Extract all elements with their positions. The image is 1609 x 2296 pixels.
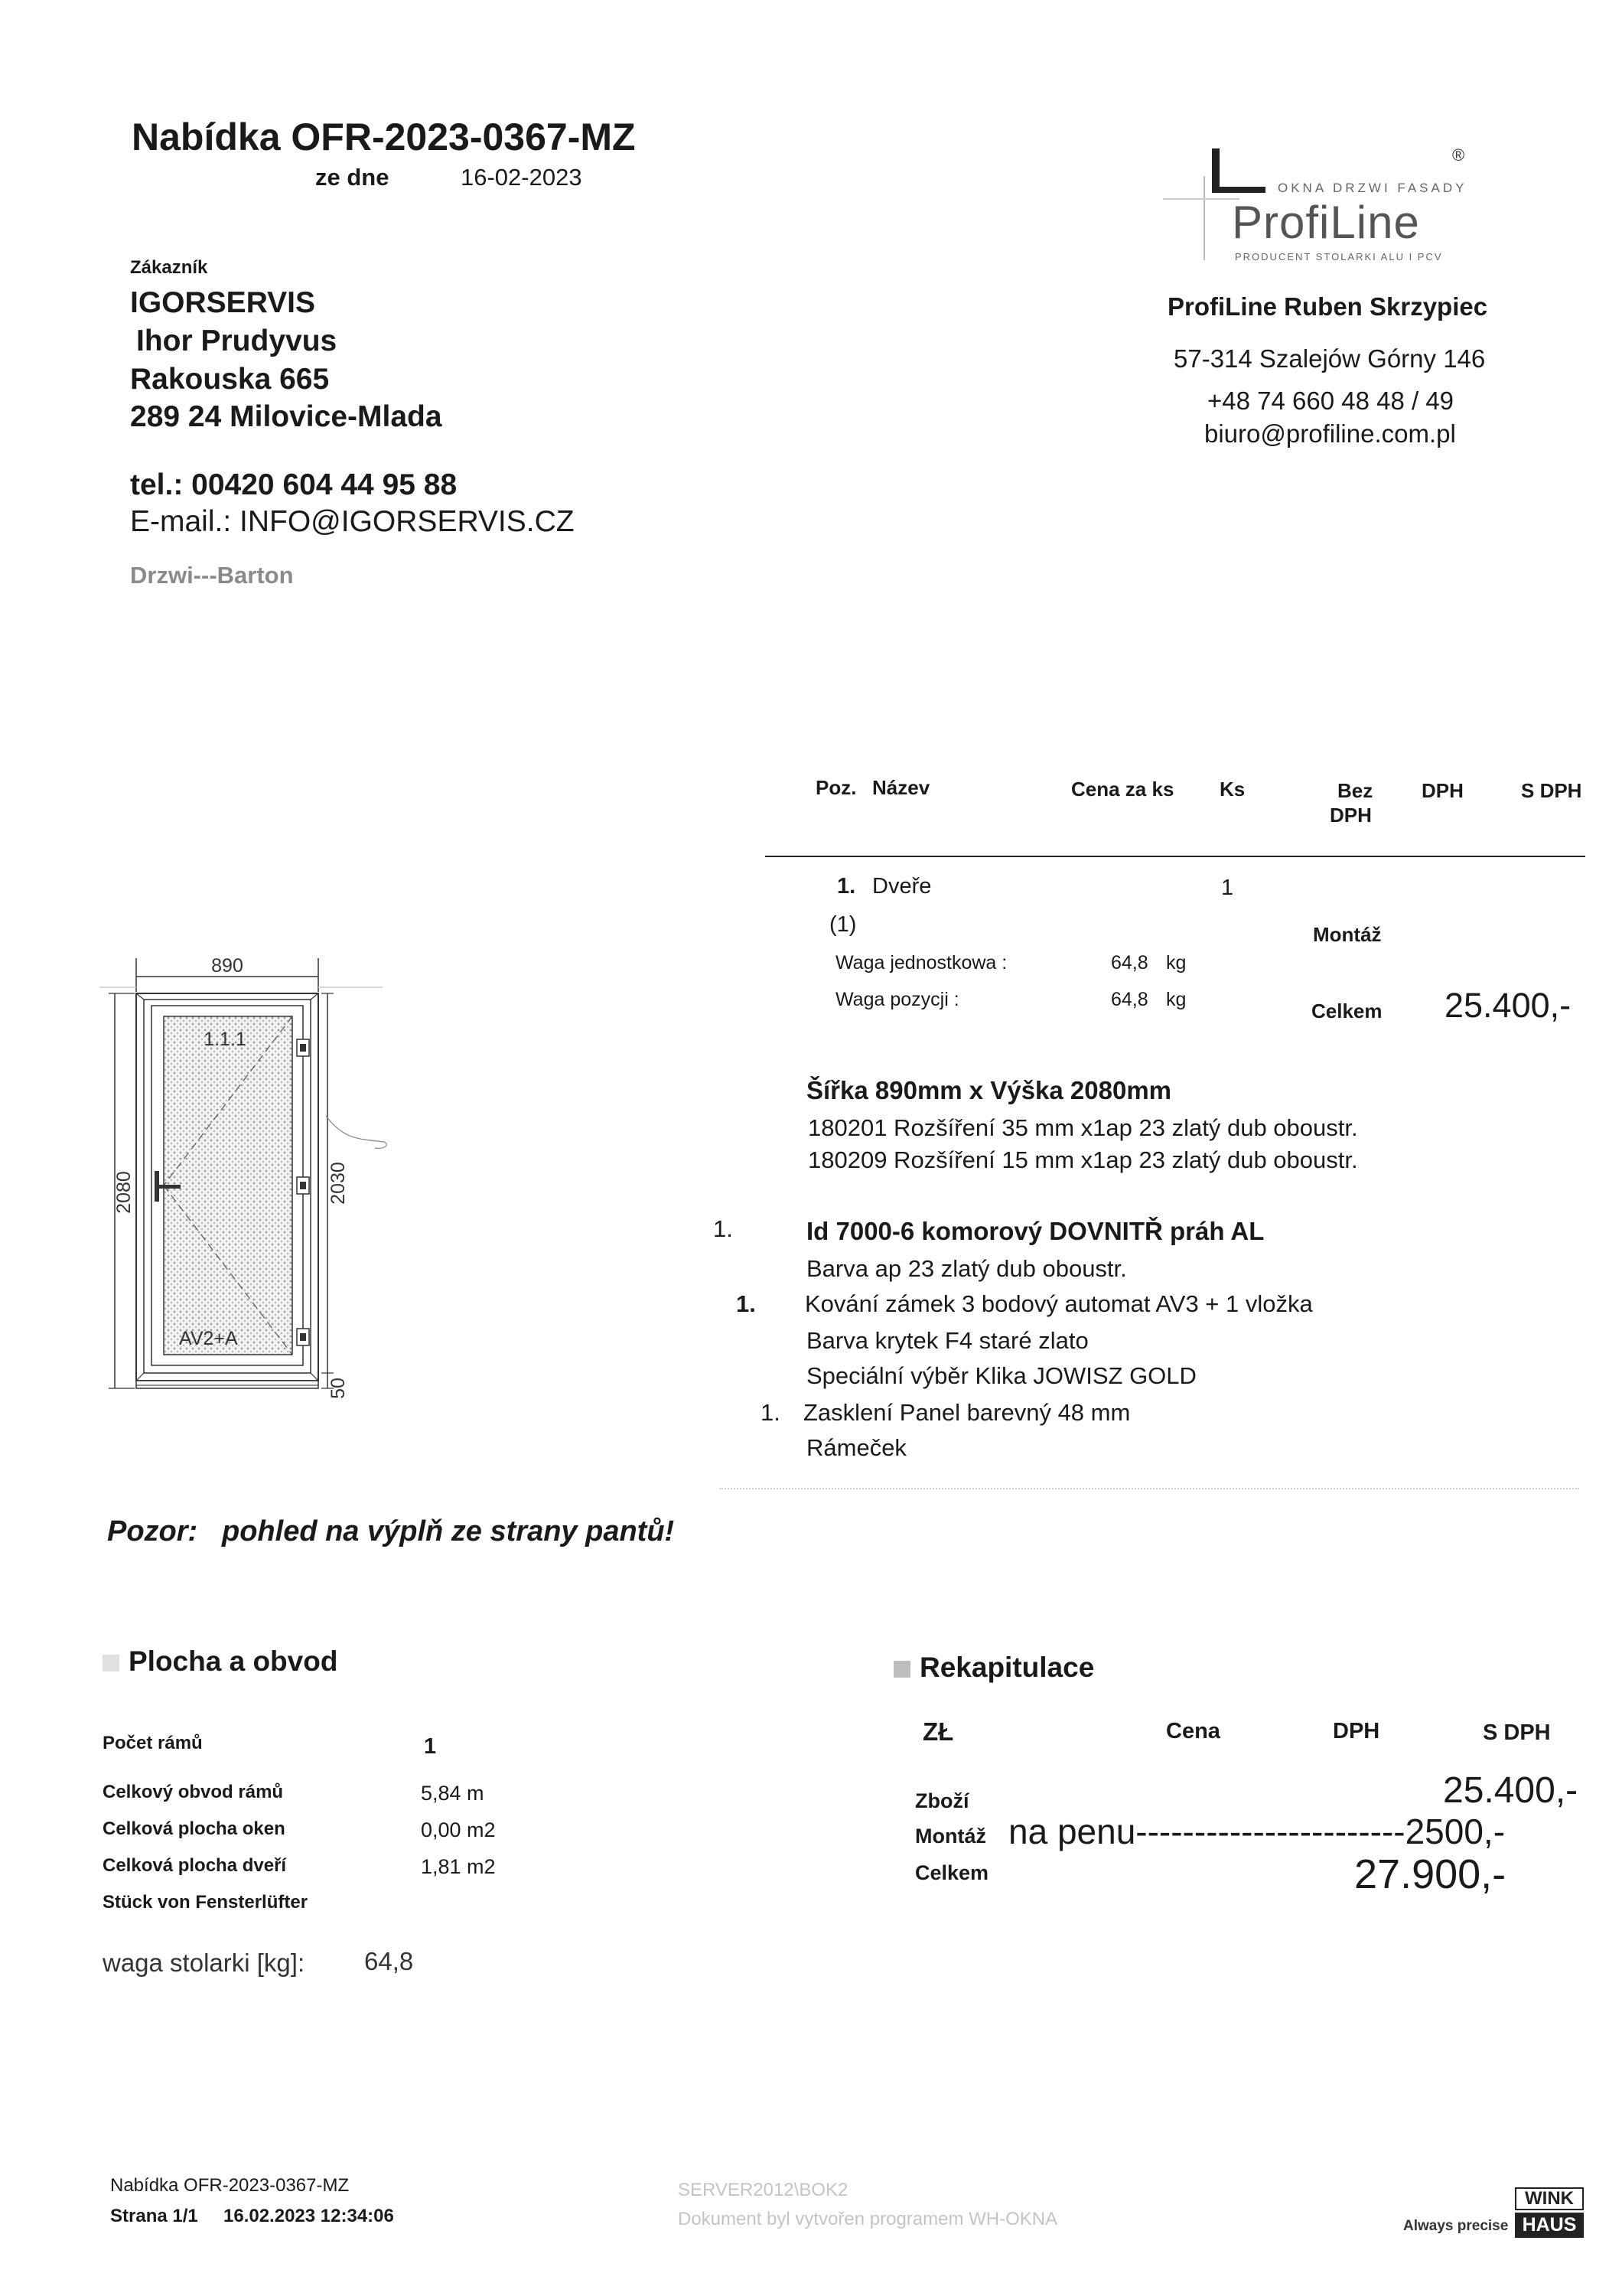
spec-cover-color: Barva krytek F4 staré zlato	[806, 1327, 1089, 1354]
recap-zbozi-label: Zboží	[915, 1789, 969, 1812]
logo-tagline: OKNA DRZWI FASADY	[1278, 181, 1467, 195]
spec-special: Speciální výběr Klika JOWISZ GOLD	[806, 1362, 1197, 1389]
customer-note: Drzwi---Barton	[130, 562, 294, 589]
weight-unit-kg: kg	[1166, 952, 1187, 974]
weight-unit-value: 64,8	[1111, 952, 1148, 974]
field-label: 1.1.1	[204, 1029, 246, 1050]
col-bez-dph-2: DPH	[1330, 804, 1372, 827]
footer-datetime: 16.02.2023 12:34:06	[223, 2206, 394, 2226]
logo-bottom-text: HAUS	[1515, 2213, 1584, 2238]
door-drawing-svg	[99, 949, 390, 1408]
registered-mark: ®	[1452, 145, 1465, 165]
customer-label: Zákazník	[130, 257, 208, 278]
spec-profile-num: 1.	[713, 1215, 733, 1242]
table-header-rule	[765, 856, 1585, 857]
spec-hardware: Kování zámek 3 bodový automat AV3 + 1 vložka	[805, 1290, 1313, 1317]
item-qty: 1	[1221, 876, 1234, 900]
area-row-label: Celková plocha oken	[103, 1818, 285, 1839]
area-row-value: 1,81 m2	[421, 1855, 496, 1878]
customer-email: E-mail.: INFO@IGORSERVIS.CZ	[130, 505, 575, 538]
col-s-dph: S DPH	[1521, 779, 1582, 802]
col-dph: DPH	[1422, 779, 1464, 802]
logo-top-text: WINK	[1515, 2187, 1584, 2210]
weight-unit-label: Waga jednostkowa :	[835, 952, 1008, 974]
recap-col-s-dph: S DPH	[1483, 1720, 1551, 1745]
spec-profile: Id 7000-6 komorový DOVNITŘ práh AL	[806, 1217, 1265, 1245]
recap-col-cena: Cena	[1166, 1719, 1220, 1743]
offer-title: Nabídka OFR-2023-0367-MZ	[132, 116, 636, 158]
spec-size: Šířka 890mm x Výška 2080mm	[806, 1076, 1172, 1104]
spec-glazing-num: 1.	[761, 1399, 780, 1426]
spec-ext2: 180209 Rozšíření 15 mm x1ap 23 zlatý dub oboustr.	[808, 1146, 1358, 1173]
logo-subline: PRODUCENT STOLARKI ALU I PCV	[1235, 251, 1443, 263]
area-row-label: Počet rámů	[103, 1733, 203, 1753]
door-drawing	[99, 949, 390, 1408]
area-square-icon	[103, 1655, 119, 1671]
recap-celkem-label: Celkem	[915, 1861, 989, 1884]
supplier-phone: +48 74 660 48 48 / 49	[1207, 386, 1454, 415]
footer-slogan: Always precise	[1403, 2218, 1509, 2234]
recap-square-icon	[894, 1661, 910, 1678]
customer-street: Rakouska 665	[130, 363, 330, 396]
spec-glazing: Zasklení Panel barevný 48 mm	[803, 1399, 1131, 1426]
supplier-email: biuro@profiline.com.pl	[1204, 419, 1456, 448]
dim-bottom: 50	[327, 1378, 349, 1399]
area-title	[103, 1645, 337, 1678]
winkhaus-logo	[1515, 2187, 1584, 2238]
customer-phone: tel.: 00420 604 44 95 88	[130, 468, 458, 501]
recap-currency: ZŁ	[923, 1717, 954, 1746]
area-row-label: Stück von Fensterlüfter	[103, 1892, 308, 1913]
recap-celkem-value: 27.900,-	[1354, 1851, 1506, 1897]
weight-pos-kg: kg	[1166, 989, 1187, 1010]
specs-separator	[719, 1488, 1579, 1489]
item-sub: (1)	[829, 912, 857, 937]
footer-doc: Nabídka OFR-2023-0367-MZ	[110, 2175, 350, 2196]
warning-label: Pozor:	[107, 1515, 198, 1548]
footer-server: SERVER2012\BOK2	[678, 2180, 848, 2200]
item-number: 1.	[837, 874, 856, 899]
item-montaz-label: Montáž	[1313, 923, 1382, 946]
area-row-value: 1	[424, 1734, 437, 1759]
area-row-label: Celková plocha dveří	[103, 1855, 287, 1876]
customer-city: 289 24 Milovice-Mlada	[130, 400, 442, 433]
area-weight-value: 64,8	[364, 1947, 414, 1975]
col-poz: Poz.	[816, 776, 857, 799]
footer-page: Strana 1/1	[110, 2206, 198, 2226]
area-row-label: Celkový obvod rámů	[103, 1782, 284, 1802]
col-bez-dph-1: Bez	[1337, 779, 1373, 802]
item-celkem-label: Celkem	[1311, 1000, 1383, 1022]
spec-color: Barva ap 23 zlatý dub oboustr.	[806, 1255, 1127, 1282]
recap-montaz-label: Montáž	[915, 1825, 986, 1848]
weight-pos-value: 64,8	[1111, 989, 1148, 1010]
area-title-text: Plocha a obvod	[129, 1645, 338, 1677]
recap-title	[894, 1652, 1094, 1684]
dim-height: 2080	[113, 1171, 135, 1214]
door-type-label: AV2+A	[179, 1328, 238, 1349]
col-ks: Ks	[1220, 778, 1246, 801]
spec-ext1: 180201 Rozšíření 35 mm x1ap 23 zlatý dub oboustr.	[808, 1114, 1358, 1141]
item-celkem-value: 25.400,-	[1445, 986, 1572, 1025]
col-cena: Cena za ks	[1071, 778, 1174, 801]
recap-montaz-note: na penu-----------------------2500,-	[1008, 1812, 1506, 1851]
recap-zbozi-value: 25.400,-	[1443, 1770, 1578, 1811]
logo-brand: ProfiLine	[1232, 197, 1420, 248]
customer-person: Ihor Prudyvus	[136, 325, 337, 357]
warning-text: pohled na výplň ze strany pantů!	[222, 1515, 675, 1548]
profiline-logo	[1155, 145, 1492, 268]
footer-generated: Dokument byl vytvořen programem WH-OKNA	[678, 2209, 1058, 2229]
area-row-value: 5,84 m	[421, 1782, 484, 1805]
supplier-name: ProfiLine Ruben Skrzypiec	[1168, 292, 1488, 321]
weight-pos-label: Waga pozycji :	[835, 989, 959, 1010]
area-row-value: 0,00 m2	[421, 1818, 496, 1841]
item-name: Dveře	[872, 874, 932, 899]
spec-hardware-num: 1.	[736, 1290, 756, 1317]
recap-title-text: Rekapitulace	[920, 1652, 1095, 1683]
recap-col-dph: DPH	[1333, 1719, 1380, 1743]
col-nazev: Název	[872, 776, 930, 799]
area-weight-label: waga stolarki [kg]:	[103, 1949, 305, 1977]
date-label: ze dne	[315, 164, 389, 191]
offer-date: 16-02-2023	[461, 164, 582, 191]
supplier-address: 57-314 Szalejów Górny 146	[1174, 344, 1486, 373]
customer-company: IGORSERVIS	[130, 286, 316, 319]
dim-width: 890	[211, 955, 243, 977]
dim-inner-height: 2030	[327, 1162, 349, 1205]
spec-frame: Rámeček	[806, 1434, 907, 1461]
